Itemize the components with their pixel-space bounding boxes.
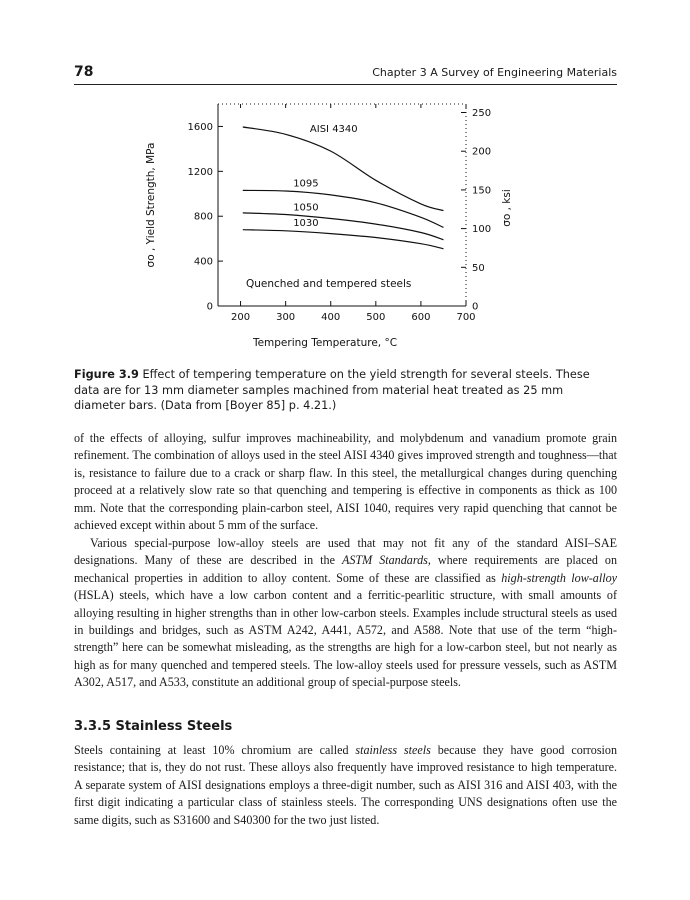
x-axis-label: Tempering Temperature, °C [252,337,398,349]
y-axis-label-left: σo , Yield Strength, MPa [145,142,157,268]
chart-annotation: Quenched and tempered steels [246,278,412,290]
x-tick-label: 600 [411,312,431,323]
x-tick-label: 300 [276,312,296,323]
y-tick-label-left: 400 [193,256,213,268]
figure-label: Figure 3.9 [74,368,139,381]
astm-standards-title: ASTM Standards [341,553,428,568]
section-heading: 3.3.5 Stainless Steels [74,719,233,734]
yield-strength-chart [140,90,540,360]
series-label: AISI 4340 [309,123,358,135]
figure-caption-text: Effect of tempering temperature on the yield strength for several steels. These data are for 13 mm diameter samples machined from material heat treated as 25 mm diameter bars. (Data from [Boyer 85] p. 4.21.) [74,368,590,413]
y-tick-label-right: 50 [472,262,485,274]
chapter-title: Chapter 3 A Survey of Engineering Materials [372,66,617,79]
y-tick-label-right: 150 [472,185,492,197]
paragraph-2: Various special-purpose low-alloy steels are used that may not fit any of the standard AISI–SAE designations. Many of these are described in the ASTM Standards, where requirements are placed on mechanical properties in addition to alloy content. Some of these are classified as high-strength low-alloy (HSLA) steels, which have a low carbon content and a ferritic-pearlitic structure, with small amounts of alloying resulting in higher strengths than in other low-carbon steels. Examples include structural steels as used in buildings and bridges, such as ASTM A242, A441, A572, and A588. Note that use of the term “high-strength” here can be somewhat misleading, as the strengths are high for a low-carbon steel, but not nearly as high as for many quenched and tempered steels. The low-alloy steels used for pressure vessels, such as ASTM A302, A517, and A533, constitute an additional group of special-purpose steels. [74,536,617,690]
series-label: 1095 [293,178,319,190]
header-rule [74,84,617,85]
y-tick-label-left: 800 [193,211,213,223]
figure-caption [74,367,617,414]
series-line-aisi-4340 [243,127,444,214]
y-tick-label-left: 1200 [187,166,213,178]
series-line-1095 [243,190,444,230]
y-tick-label-right: 100 [472,224,492,236]
x-tick-label: 400 [321,312,341,323]
stainless-steels-term: stainless steels [355,743,431,757]
y-tick-label-left: 0 [206,301,213,313]
paragraph-3: Steels containing at least 10% chromium are called stainless steels because they have good corrosion resistance; that is, they do not rust. These alloys also frequently have improved resistance to high temperature. A separate system of AISI designations employs a three-digit number, such as AISI 316 and AISI 403, with the first digit indicating a particular class of stainless steels. The corresponding UNS designations often use the same digits, such as S31600 and S40300 for the two just listed. [74,743,618,827]
x-tick-label: 500 [366,312,386,323]
y-axis-label-right: σo , ksi [501,189,513,227]
x-tick-label: 200 [230,312,251,323]
y-tick-label-right: 250 [472,108,492,120]
paragraph-1: of the effects of alloying, sulfur improves machineability, and molybdenum and vanadium promote grain refinement. The combination of alloys used in the steel AISI 4340 gives improved strength and toughness—that is, resistance to failure due to a crack or sharp flaw. In this steel, the metallurgical changes during quenching proceed at a relatively slow rate so that quenching and tempering is effective in components as thick as 100 mm. Note that the corresponding plain-carbon steel, AISI 1040, requires very rapid quenching that cannot be achieved except within about 5 mm of the surface. [74,431,617,533]
series-label: 1030 [293,218,319,230]
y-tick-label-right: 200 [472,146,492,158]
page-number: 78 [74,64,94,80]
series-label: 1050 [293,202,319,214]
hsla-term: high-strength low-alloy [501,570,617,585]
y-tick-label-left: 1600 [187,121,213,133]
series-line-1030 [243,230,444,249]
y-tick-label-right: 0 [472,301,479,313]
series-line-1050 [243,213,444,240]
x-tick-label: 700 [456,312,476,323]
running-header [74,64,617,84]
